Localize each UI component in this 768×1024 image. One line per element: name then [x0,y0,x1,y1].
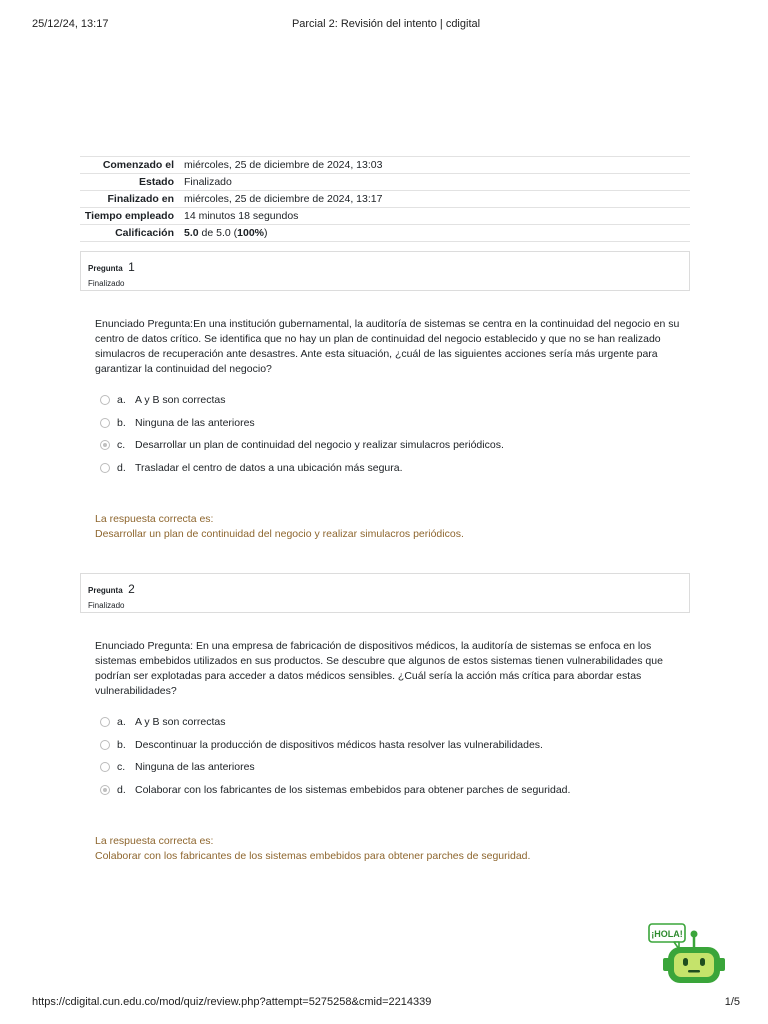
radio-button[interactable] [100,740,110,750]
answer-letter: c. [117,439,126,452]
answer-letter: a. [117,394,126,407]
radio-button[interactable] [100,418,110,428]
answer-text: Ninguna de las anteriores [135,416,255,429]
grade-score: 5.0 [184,227,199,239]
summary-row-time-taken [80,208,690,225]
answer-letter: d. [117,783,126,796]
radio-button[interactable] [100,395,110,405]
radio-button[interactable] [100,717,110,727]
summary-label: Comenzado el [102,159,174,171]
summary-label: Tiempo empleado [84,210,174,222]
answer-text: Desarrollar un plan de continuidad del negocio y realizar simulacros periódicos. [135,439,504,452]
answer-text: Descontinuar la producción de dispositivos médicos hasta resolver las vulnerabilidades. [135,738,543,751]
question-label: Pregunta [88,264,123,273]
mascot-bubble-text: ¡HOLA! [651,929,683,939]
radio-button-checked[interactable] [100,785,110,795]
radio-button[interactable] [100,463,110,473]
summary-label: Finalizado en [107,193,174,205]
correct-answer-feedback [95,512,695,542]
print-footer [32,996,740,1010]
answer-text: Ninguna de las anteriores [135,761,255,774]
question-info-box [80,573,690,613]
summary-label: Estado [138,176,174,188]
question-state: Finalizado [88,601,125,610]
answer-option[interactable] [100,389,690,412]
robot-chat-icon [648,922,728,990]
answer-option[interactable] [100,412,690,435]
feedback-answer: Colaborar con los fabricantes de los sistemas embebidos para obtener parches de seguridad. [95,850,531,862]
chat-mascot-button[interactable] [648,922,728,990]
page-url: https://cdigital.cun.edu.co/mod/quiz/review.php?attempt=5275258&cmid=2214339 [32,996,432,1008]
answer-letter: d. [117,461,126,474]
answer-text: Colaborar con los fabricantes de los sistemas embebidos para obtener parches de seguridad. [135,783,571,796]
answer-option-selected[interactable] [100,779,690,802]
answer-option[interactable] [100,734,690,757]
answer-letter: b. [117,416,126,429]
question-heading [88,258,689,276]
answer-letter: a. [117,716,126,729]
question-text: Enunciado Pregunta: En una empresa de fabricación de dispositivos médicos, la auditoría de sistemas se enfoca en los sistemas embebidos utilizados en sus productos. Se descubre que algunos de estos sistemas tienen vulnerabilidades que podrían ser explotadas para acceder a datos médicos sensibles. ¿Cuál sería la acción más crítica para abordar estas vulnerabilidades? [95,640,663,697]
answer-option[interactable] [100,756,690,779]
radio-button-checked[interactable] [100,440,110,450]
radio-button[interactable] [100,762,110,772]
print-page-title: Parcial 2: Revisión del intento | cdigital [291,18,481,30]
question-info-box [80,251,690,291]
question-text: Enunciado Pregunta:En una institución gubernamental, la auditoría de sistemas se centra en la continuidad del negocio en su centro de datos crítico. Se identifica que no hay un plan de continuidad del negocio establecido y que no se han realizado simulacros de recuperación ante desastres. Ante esta situación, ¿cuál de las siguientes acciones sería más urgente para garantizar la continuidad del negocio? [95,318,680,375]
summary-value: miércoles, 25 de diciembre de 2024, 13:17 [184,193,383,205]
grade-close: ) [264,227,268,239]
answer-list [100,711,690,801]
summary-row-finished [80,191,690,208]
summary-row-started [80,157,690,174]
answer-text: Trasladar el centro de datos a una ubicación más segura. [135,461,403,474]
summary-value: miércoles, 25 de diciembre de 2024, 13:03 [184,159,383,171]
answer-text: A y B son correctas [135,716,226,729]
summary-value: 14 minutos 18 segundos [184,210,299,222]
summary-row-state [80,174,690,191]
grade-percent: 100% [237,227,264,239]
answer-text: A y B son correctas [135,394,226,407]
question-label: Pregunta [88,586,123,595]
feedback-label: La respuesta correcta es: [95,835,214,847]
answer-option[interactable] [100,711,690,734]
feedback-label: La respuesta correcta es: [95,513,214,525]
feedback-answer: Desarrollar un plan de continuidad del negocio y realizar simulacros periódicos. [95,528,464,540]
question-number: 1 [128,260,135,274]
answer-list [100,389,690,479]
summary-row-grade [80,225,690,242]
answer-option-selected[interactable] [100,434,690,457]
grade-out-of: de 5.0 ( [198,227,238,239]
answer-letter: c. [117,761,126,774]
attempt-summary-table [80,156,690,242]
summary-label: Calificación [115,227,174,239]
page-number: 1/5 [724,996,740,1008]
summary-value: Finalizado [184,176,232,188]
answer-option[interactable] [100,457,690,480]
question-state: Finalizado [88,279,125,288]
print-header [32,18,740,32]
question-heading [88,580,689,598]
summary-value [182,225,690,242]
print-date: 25/12/24, 13:17 [32,18,109,30]
correct-answer-feedback [95,834,695,864]
question-number: 2 [128,582,135,596]
answer-letter: b. [117,738,126,751]
